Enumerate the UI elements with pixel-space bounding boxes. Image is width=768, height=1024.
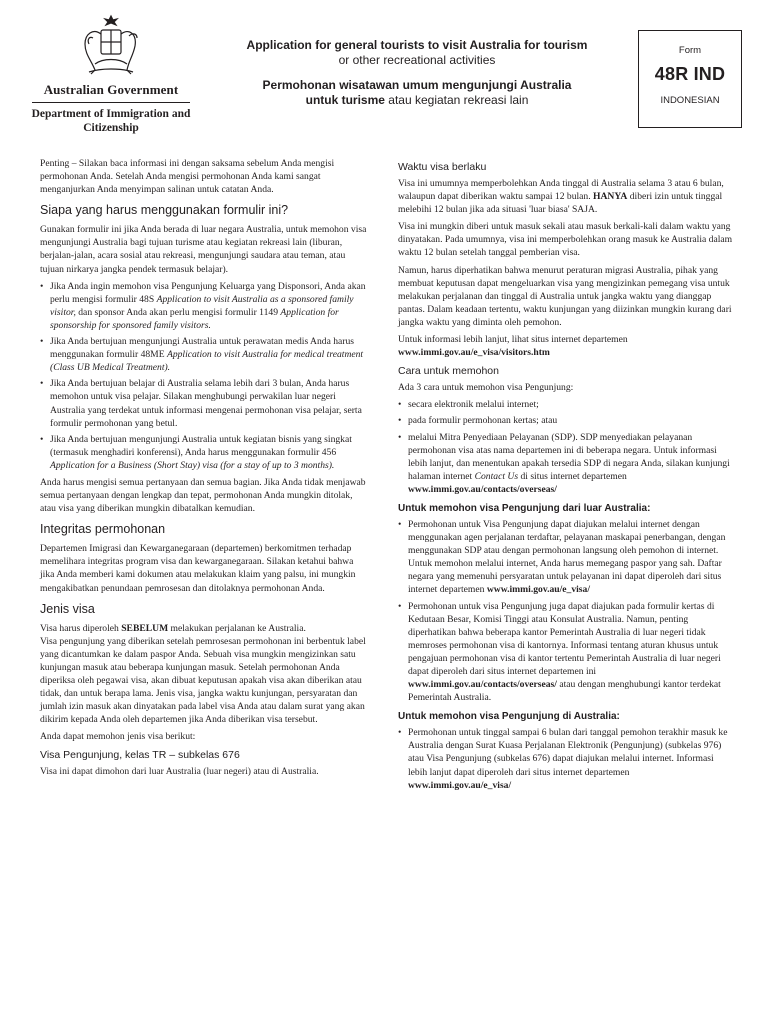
- logo-divider: [32, 102, 190, 103]
- list-item: [40, 335, 370, 374]
- form-title-italic: Application for a Business (Short Stay) visa (for a stay of up to 3 months).: [50, 459, 335, 471]
- visa-type-paragraph-2: Visa pengunjung yang diberikan setelah pemrosesan permohonan ini berbentuk label yang dicantumkan ke dalam paspor Anda. Sebuah visa mungkin mengizinkan satu kunjungan masuk atau beberapa kunjungan masuk. Setelah permohonan Anda diperiksa oleh pegawai visa, akan dibuat keputusan apakah visa akan diberikan atau tidak, dan untuk berapa lama. Jenis visa, jangka waktu kunjungan, persyaratan dan jumlah izin masuk akan dinyatakan pada label visa Anda atau dalam surat yang akan dikirim kepada Anda oleh departemen jika Anda diberikan visa tersebut.: [40, 635, 366, 726]
- evisa-link[interactable]: www.immi.gov.au/e_visa/: [486, 584, 590, 596]
- validity-paragraph-4: [398, 333, 734, 359]
- title-indonesian: Permohonan wisatawan umum mengunjungi Australia: [262, 78, 572, 92]
- bullet-text: di situs internet departemen: [518, 470, 627, 482]
- bullet-text: atau dengan menghubungi kantor terdekat Pemerintah Australia.: [408, 679, 721, 704]
- subclass-paragraph: Visa ini dapat dimohon dari luar Australia (luar negeri) atau di Australia.: [40, 766, 319, 778]
- list-item: [398, 431, 734, 496]
- how-paragraph: Ada 3 cara untuk memohon visa Pengunjung:: [398, 382, 574, 394]
- text-run: Visa ini umumnya memperbolehkan Anda tinggal di Australia selama 3 atau 6 bulan, walaupun dapat diberikan waktu sampai 12 bulan.: [398, 178, 724, 203]
- title-indonesian-bold: untuk turisme: [305, 93, 385, 107]
- list-item: [40, 377, 370, 429]
- page-header: [0, 0, 768, 150]
- heading-outside-australia: Untuk memohon visa Pengunjung dari luar Australia:: [398, 502, 651, 514]
- coat-of-arms-icon: [71, 14, 151, 78]
- government-logo: [26, 14, 196, 135]
- list-item: [40, 433, 370, 472]
- outside-list: [398, 518, 734, 704]
- heading-inside-australia: Untuk memohon visa Pengunjung di Australia:: [398, 711, 620, 723]
- how-list: [398, 398, 734, 496]
- heading-visa-type: Jenis visa: [40, 601, 95, 616]
- text-run: Untuk informasi lebih lanjut, lihat situs internet departemen: [398, 334, 628, 346]
- form-title-italic: Application for sponsorship for sponsored family visitors.: [50, 306, 339, 331]
- list-item: • secara elektronik melalui internet;: [398, 398, 734, 411]
- title-english-sub: or other recreational activities: [338, 53, 496, 67]
- list-item: [398, 518, 734, 597]
- bullet-text: dan sponsor Anda akan perlu mengisi formulir 1149: [75, 306, 281, 318]
- bullet-text: Jika Anda bertujuan belajar di Australia selama lebih dari 3 bulan, Anda harus memohon untuk visa pelajar. Silakan menghubungi perwakilan luar negeri Australia yang terdekat untuk informasi mengenai permohonan visa pelajar, serta formulir permohonan yang betul.: [50, 378, 362, 429]
- emphasis-before: SEBELUM: [121, 622, 169, 634]
- heading-integrity: Integritas permohonan: [40, 522, 166, 537]
- inside-list: [398, 726, 734, 791]
- form-number-box: [638, 30, 742, 128]
- list-item: [40, 280, 370, 332]
- heading-subclass: Visa Pengunjung, kelas TR – subkelas 676: [40, 749, 240, 762]
- bullet-text: Jika Anda ingin memohon visa Pengunjung Keluarga yang Disponsori, Anda akan perlu mengisi formulir 48S: [50, 280, 366, 305]
- contact-us-link[interactable]: Contact Us: [474, 470, 519, 482]
- text-run: melakukan perjalanan ke Australia.: [168, 622, 306, 634]
- bullet-text: Permohonan untuk tinggal sampai 6 bulan dari tanggal pemohon terakhir masuk ke Australia dengan Surat Kuasa Perjalanan Elektronik (Pengunjung) (subkelas 976) atau Visa Pengunjung (subkelas 676) dapat diajukan melalui internet. Informasi lebih lanjut dapat diperoleh dari situs internet departemen: [408, 727, 728, 778]
- list-item: [398, 726, 734, 791]
- bullet-text: Jika Anda bertujuan mengunjungi Australia untuk kegiatan bisnis yang singkat (termasuk menghadiri konferensi), Anda harus menggunakan formulir 456: [50, 433, 352, 458]
- form-title-italic: Application to visit Australia for medical treatment (Class UB Medical Treatment).: [50, 349, 364, 374]
- form-label: Form: [678, 45, 702, 56]
- bullet-text: melalui Mitra Penyediaan Pelayanan (SDP). SDP menyediakan pelayanan permohonan visa atas nama departemen ini di beberapa negara. Untuk informasi lebih lanjut, dan menentukan apakah tersedia SDP di negara Anda, silakan kunjungi halaman internet: [408, 431, 730, 482]
- intro-paragraph: Penting – Silakan baca informasi ini dengan saksama sebelum Anda mengisi permohonan Anda. Setelah Anda mengisi permohonan Anda kami sangat menganjurkan Anda menyimpan salinan untuk catatan Anda.: [40, 158, 335, 196]
- heading-who: Siapa yang harus menggunakan formulir ini?: [40, 203, 289, 218]
- who-paragraph: Gunakan formulir ini jika Anda berada di luar negara Australia, untuk memohon visa mengunjungi Australia bagi tujuan turisme atau kegiatan rekreasi lain (liburan, berjalan-jalan, acara sosial atau rekreasi, mengunjungi saudara atau teman, atau tujuan nirkarya jangka pendek termasuk belajar).: [40, 224, 367, 275]
- answer-paragraph: Anda harus mengisi semua pertanyaan dan semua bagian. Jika Anda tidak menjawab semua pertanyaan dengan lengkap dan tepat, permohonan Anda mungkin ditolak, atau visa yang diberikan mungkin dibatalkan kemudian.: [40, 476, 366, 515]
- form-number: 48R IND: [654, 64, 726, 84]
- visa-type-paragraph-3: Anda dapat memohon jenis visa berikut:: [40, 731, 196, 743]
- text-run: Visa harus diperoleh: [40, 622, 122, 634]
- heading-validity: Waktu visa berlaku: [398, 161, 487, 173]
- form-title-italic: Application to visit Australia as a sponsored family visitor,: [50, 293, 354, 318]
- visa-type-paragraph-1: [40, 622, 370, 635]
- evisa-link[interactable]: www.immi.gov.au/e_visa/: [408, 779, 512, 791]
- title-indonesian-rest: atau kegiatan rekreasi lain: [384, 93, 529, 107]
- validity-paragraph-1: [398, 177, 734, 216]
- heading-how-to-apply: Cara untuk memohon: [398, 365, 499, 378]
- validity-paragraph-2: Visa ini mungkin diberi untuk masuk sekali atau masuk berkali-kali dalam waktu yang dinyatakan. Pada umumnya, visa ini memperbolehkan orang masuk ke Australia dalam waktu 12 bulan setelah tanggal pemberian visa.: [398, 221, 733, 259]
- validity-paragraph-3: Namun, harus diperhatikan bahwa menurut peraturan migrasi Australia, pihak yang membuat keputusan dapat mengeluarkan visa yang mengizinkan pemegang visa untuk melakukan perjalanan dan tinggal di Australia untuk jangka waktu yang dianggap pantas. Dalam keadaan tertentu, waktu kunjungan yang diizinkan mungkin kurang dari jangka waktu yang diminta oleh pemohon.: [398, 264, 732, 328]
- right-column: [398, 157, 734, 796]
- contacts-overseas-link[interactable]: www.immi.gov.au/contacts/overseas/: [408, 679, 557, 691]
- bullet-text: Jika Anda bertujuan mengunjungi Australia untuk perawatan medis Anda harus menggunakan formulir 48ME: [50, 336, 355, 361]
- bullet-text: Permohonan untuk Visa Pengunjung dapat diajukan melalui internet dengan menggunakan agen perjalanan terdaftar, pelayanan maskapai penerbangan, dengan menggunakan SDP atau dengan permohonan langsung oleh pemohon di internet. Untuk memohon melalui internet, Anda harus memegang paspor yang sah. Daftar negara yang memenuhi persyaratan untuk pelayanan ini dapat diperoleh dari situs internet departemen: [408, 518, 726, 596]
- left-column: [40, 157, 370, 783]
- form-language: INDONESIAN: [660, 95, 720, 106]
- list-item: [398, 600, 734, 705]
- bullet-text: Permohonan untuk visa Pengunjung juga dapat diajukan pada formulir kertas di Kedutaan Besar, Komisi Tinggi atau Konsulat Australia. Namun, penting diperhatikan bahwa beberapa kantor Pemerintah Australia di luar negeri tidak memroses permohonan visa di kantornya. Informasi tentang aturan khusus untuk pengajuan permohonan visa di kantor tertentu Pemerintah Australia di luar negeri dapat diperoleh dari situs internet departemen ini: [408, 600, 721, 677]
- emphasis-only: HANYA: [593, 191, 628, 203]
- title-indonesian-line2: [212, 93, 622, 108]
- text-run: diberi izin untuk tinggal melebihi 12 bulan jika ada situasi 'luar biasa' SAJA.: [398, 191, 723, 216]
- contacts-overseas-link[interactable]: www.immi.gov.au/contacts/overseas/: [408, 483, 557, 495]
- who-list: [40, 280, 370, 472]
- form-title: [212, 38, 622, 108]
- visitors-link[interactable]: www.immi.gov.au/e_visa/visitors.htm: [398, 347, 550, 359]
- list-item: • pada formulir permohonan kertas; atau: [398, 414, 734, 427]
- integrity-paragraph: Departemen Imigrasi dan Kewarganegaraan (departemen) berkomitmen terhadap memelihara integritas program visa dan kewarganegaraan. Silakan ketahui bahwa jika Anda memberi kami dokumen atau melakukan klaim yang palsu, ini mungkin mengakibatkan penundaan pemrosesan dan ditolaknya permohonan Anda.: [40, 543, 356, 594]
- government-name: Australian Government: [43, 82, 179, 97]
- title-english: Application for general tourists to visit Australia for tourism: [246, 38, 588, 52]
- department-name: Department of Immigration and Citizenship: [31, 108, 191, 134]
